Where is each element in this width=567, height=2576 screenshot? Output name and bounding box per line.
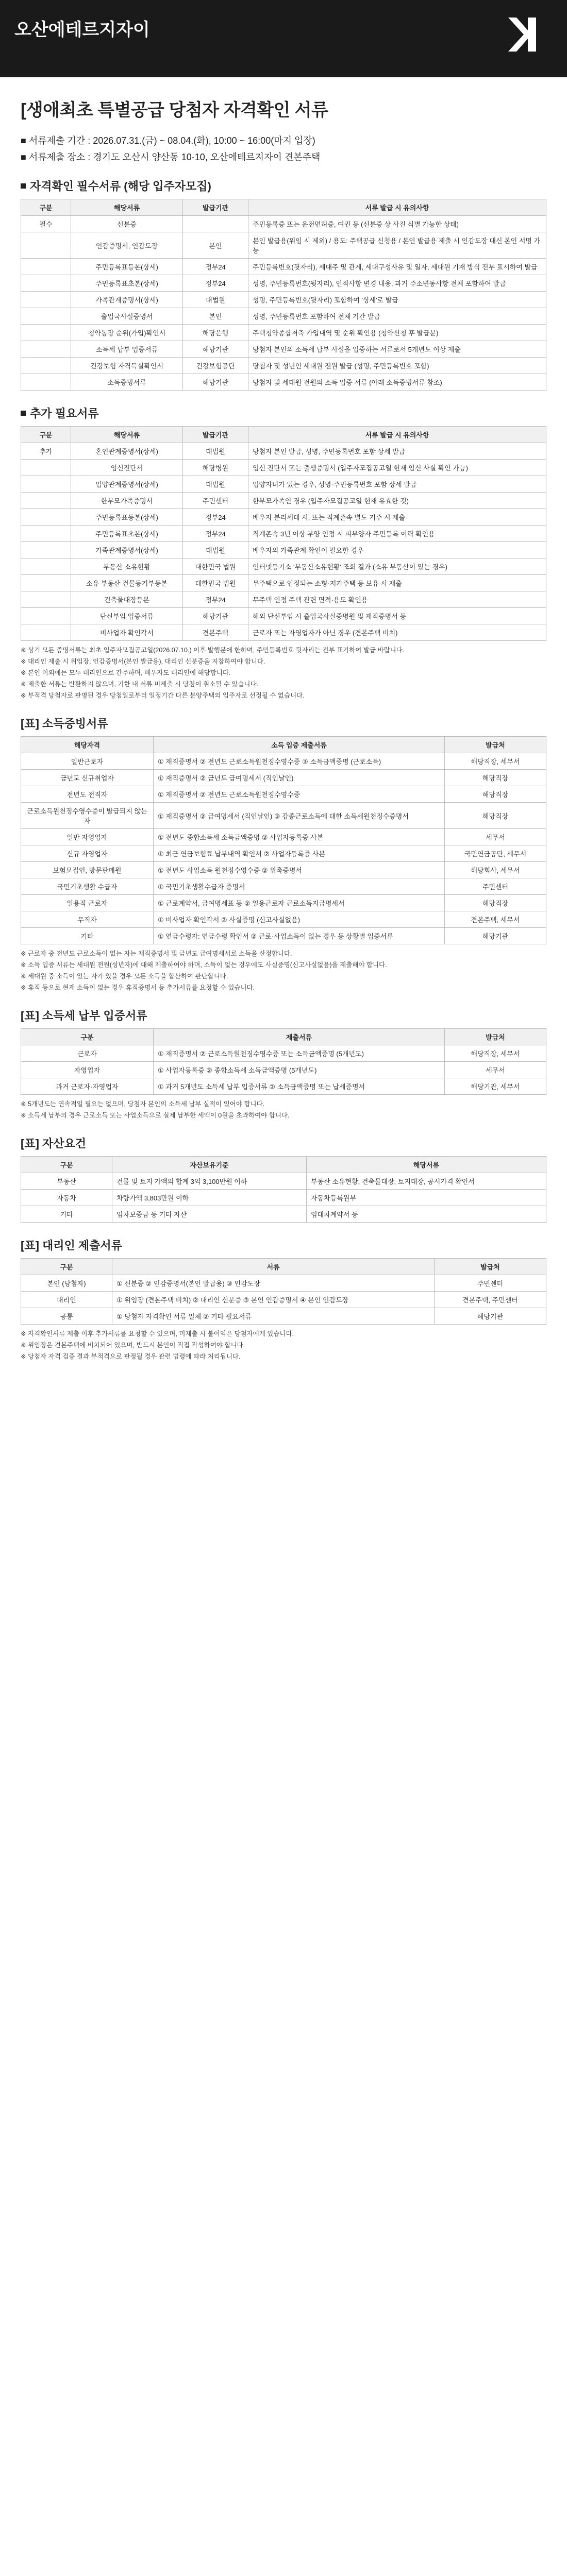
- table-row: [21, 292, 546, 308]
- table-cell: 견본주택, 세무서: [445, 911, 546, 928]
- table-cell: 한부모가족증명서: [71, 493, 183, 509]
- table-cell: 임신 진단서 또는 출생증명서 (입주자모집공고일 현재 임신 사실 확인 가능): [248, 460, 546, 476]
- table-cell: 주민센터: [183, 493, 248, 509]
- table-cell: [21, 341, 71, 358]
- table-cell: 주민등록표초본(상세): [71, 275, 183, 292]
- table-cell: [21, 308, 71, 325]
- table-cell: 당첨자 및 세대원 전원의 소득 입증 서류 (아래 소득증빙서류 참조): [248, 374, 546, 391]
- table-cell: 근로자: [21, 1045, 154, 1062]
- table-cell: [21, 275, 71, 292]
- table-cell: 세무서: [445, 829, 546, 845]
- table-cell: 본인 발급용(위임 시 제외) / 용도: 주택공급 신청용 / 본인 발급용 제출 시 인감도장 대신 본인 서명 가능: [248, 232, 546, 259]
- submission-place: ■ 서류제출 장소 : 경기도 오산시 양산동 10-10, 오산에테르지자이 견본주택: [21, 152, 321, 162]
- table-row: [21, 232, 546, 259]
- table-cell: 가족관계증명서(상세): [71, 542, 183, 558]
- notes-block-b: [21, 948, 546, 993]
- table-row: [21, 216, 546, 232]
- table-row: [21, 1206, 546, 1223]
- table-cell: ① 비사업자 확인각서 ② 사실증명 (신고사실없음): [154, 911, 445, 928]
- table-cell: 기타: [21, 928, 154, 944]
- table-cell: 대법원: [183, 476, 248, 493]
- table-cell: 단신부임 입증서류: [71, 608, 183, 624]
- table-cell: 근로자 또는 자영업자가 아닌 경우 (견본주택 비치): [248, 624, 546, 641]
- table-cell: [21, 325, 71, 341]
- note-line: ※ 부적격 당첨자로 판명된 경우 당첨일로부터 일정기간 다른 분양주택의 입주자로 선정될 수 없습니다.: [21, 692, 305, 699]
- table-cell: [21, 460, 71, 476]
- table-cell: 성명, 주민등록번호(뒷자리), 인적사항 변경 내용, 과거 주소변동사항 전체 포함하여 발급: [248, 275, 546, 292]
- square-bullet-icon: [21, 411, 26, 416]
- note-line: ※ 대리인 제출 시 위임장, 인감증명서(본인 발급용), 대리인 신분증을 지참하여야 합니다.: [21, 658, 265, 665]
- table-cell: 금년도 신규취업자: [21, 770, 154, 786]
- table-cell: 배우자의 가족관계 확인이 필요한 경우: [248, 542, 546, 558]
- table-row: [21, 829, 546, 845]
- table-cell: 자영업자: [21, 1062, 154, 1078]
- table-cell: [21, 526, 71, 542]
- square-bullet-icon: [21, 183, 26, 189]
- table-cell: 주택청약종합저축 가입내역 및 순위 확인용 (청약신청 후 발급분): [248, 325, 546, 341]
- section-income-docs-title: [표] 소득증빙서류: [21, 717, 108, 730]
- table-row: [21, 803, 546, 829]
- table-row: [21, 753, 546, 770]
- note-line: ※ 자격확인서류 제출 이후 추가서류를 요청할 수 있으며, 미제출 시 불이익은 당첨자에게 있습니다.: [21, 1330, 294, 1337]
- table-cell: 세무서: [445, 1062, 546, 1078]
- table-cell: 전년도 전직자: [21, 786, 154, 803]
- table-cell: 당첨자 본인 발급, 성명, 주민등록번호 포함 상세 발급: [248, 443, 546, 460]
- table-cell: 차량가액 3,803만원 이하: [112, 1190, 307, 1206]
- table-cell: 신분증: [71, 216, 183, 232]
- table-row: [21, 1078, 546, 1095]
- table-cell: 인터넷등기소 '부동산소유현황' 조회 결과 (소유 부동산이 있는 경우): [248, 558, 546, 575]
- table-cell: 자동차: [21, 1190, 112, 1206]
- table-cell: 본인 (당첨자): [21, 1275, 112, 1292]
- table-cell: 당첨자 및 성년인 세대원 전원 발급 (성명, 주민등록번호 포함): [248, 358, 546, 374]
- asset-table: 구분 자산보유기준 해당서류 부동산 건물 및 토지 가액의 합계 3억 3,100만원 이하 부동산 소유현황, 건축물대장, 토지대장, 공시가격 확인서 자동차 차량가액 3,803만원 이하 자동차등록원부 기타 임차보증금 등 기타 자산 임대차계약서 등: [21, 1156, 546, 1223]
- table-cell: 소득증빙서류: [71, 374, 183, 391]
- table-row: [21, 476, 546, 493]
- table-cell: 정부24: [183, 509, 248, 526]
- table-row: [21, 341, 546, 358]
- table-cell: 과거 근로자·자영업자: [21, 1078, 154, 1095]
- table-cell: 정부24: [183, 526, 248, 542]
- table-row: [21, 786, 546, 803]
- table-cell: 대법원: [183, 292, 248, 308]
- proxy-table: 구분 서류 발급처 본인 (당첨자) ① 신분증 ② 인감증명서(본인 발급용) ③ 인감도장 주민센터 대리인 ① 위임장 (견본주택 비치) ② 대리인 신분증 ③ 본인 인감증명서 ④ 본인 인감도장 견본주택, 주민센터 공통 ① 당첨자 자격확인 서류 일체 ② 기타 필요서류 해당기관: [21, 1258, 546, 1325]
- section-required-docs-title: 자격확인 필수서류 (해당 입주자모집): [21, 178, 546, 194]
- table-cell: 해당기관: [445, 928, 546, 944]
- note-line: ※ 소득세 납부의 경우 근로소득 또는 사업소득으로 실제 납부한 세액이 0원을 초과하여야 합니다.: [21, 1112, 290, 1119]
- table-cell: 본인: [183, 308, 248, 325]
- table-row: [21, 374, 546, 391]
- note-line: ※ 세대원 중 소득이 있는 자가 있을 경우 모든 소득을 합산하여 판단합니다.: [21, 973, 228, 980]
- table-cell: 해당직장: [445, 803, 546, 829]
- table-row: [21, 1045, 546, 1062]
- section-tax-docs-title: [표] 소득세 납부 입증서류: [21, 1009, 147, 1022]
- table-cell: 임대차계약서 등: [307, 1206, 546, 1223]
- table-cell: 해당기관: [183, 374, 248, 391]
- table-cell: ① 재직증명서 ② 근로소득원천징수영수증 또는 소득금액증명 (5개년도): [154, 1045, 445, 1062]
- table-row: [21, 1190, 546, 1206]
- table-row: [21, 591, 546, 608]
- required-docs-table: 구분 해당서류 발급기관 서류 발급 시 유의사항 필수 신분증 주민등록증 또는 운전면허증, 여권 등 (신분증 상 사진 식별 가능한 상태) 인감증명서, 인감도장 본인 본인 발급용(위임 시 제외) / 용도: 주택공급 신청용 / 본인 발급용 제출 시 인감도장 대신 본인 서명 가능 주민등록표등본(상세) 정부24 주민등록번호(뒷자리), 세대주 및 관계, 세대구성사유 및 일자, 세대원 기재 방식 전부 표시하여 발급 주민등록표초본(상세) 정부24 성명, 주민등록번호(뒷자리), 인적사항 변경 내용, 과거 주소변동사항 전체 포함하여 발급 가족관계증명서(상세) 대법원 성명, 주민등록번호(뒷자리) 포함하여 '상세'로 발급 출입국사실증명서 본인 성명, 주민등록번호 포함하여 전체 기간 발급 청약통장 순위(가입)확인서 해당은행 주택청약종합저축 가입내역 및 순위 확인용 (청약신청 후 발급분) 소득세 납부 입증서류 해당기관 당첨자 본인의 소득세 납부 사실을 입증하는 서류로서 5개년도 이상 제출 건강보험 자격득실확인서 건강보험공단 당첨자 및 성년인 세대원 전원 발급 (성명, 주민등록번호 포함) 소득증빙서류 해당기관 당첨자 및 세대원 전원의 소득 입증 서류 (아래 소득증빙서류 참조): [21, 199, 546, 391]
- tax-docs-table: 구분 제출서류 발급처 근로자 ① 재직증명서 ② 근로소득원천징수영수증 또는 소득금액증명 (5개년도) 해당직장, 세무서 자영업자 ① 사업자등록증 ② 종합소득세 소득금액증명 (5개년도) 세무서 과거 근로자·자영업자 ① 과거 5개년도 소득세 납부 입증서류 ② 소득금액증명 또는 납세증명서 해당기관, 세무서: [21, 1028, 546, 1095]
- table-cell: 주민센터: [435, 1275, 546, 1292]
- table-cell: 국민연금공단, 세무서: [445, 845, 546, 862]
- table-cell: 대법원: [183, 443, 248, 460]
- table-cell: 소유 부동산 건물등기부등본: [71, 575, 183, 591]
- table-row: [21, 770, 546, 786]
- table-cell: 해당은행: [183, 325, 248, 341]
- table-cell: ① 재직증명서 ② 금년도 급여명세서 (직인날인): [154, 770, 445, 786]
- section-additional-docs-title: 추가 필요서류: [21, 405, 546, 421]
- note-line: ※ 당첨자 자격 검증 결과 부적격으로 판정될 경우 관련 법령에 따라 처리됩니다.: [21, 1353, 241, 1360]
- table-cell: 입양관계증명서(상세): [71, 476, 183, 493]
- table-cell: 무직자: [21, 911, 154, 928]
- table-cell: 정부24: [183, 259, 248, 275]
- table-row: [21, 608, 546, 624]
- table-cell: 인감증명서, 인감도장: [71, 232, 183, 259]
- table-cell: ① 당첨자 자격확인 서류 일체 ② 기타 필요서류: [112, 1308, 435, 1325]
- section-proxy-title: [표] 대리인 제출서류: [21, 1239, 122, 1252]
- table-cell: ① 재직증명서 ② 급여명세서 (직인날인) ③ 갑종근로소득에 대한 소득세원천징수증명서: [154, 803, 445, 829]
- table-cell: [21, 232, 71, 259]
- table-row: [21, 558, 546, 575]
- table-cell: [21, 476, 71, 493]
- table-cell: 근로소득원천징수영수증이 발급되지 않는 자: [21, 803, 154, 829]
- note-line: ※ 본인 이외에는 모두 대리인으로 간주하며, 배우자도 대리인에 해당합니다.: [21, 669, 231, 676]
- table-row: [21, 624, 546, 641]
- table-cell: ① 전년도 사업소득 원천징수영수증 ② 위촉증명서: [154, 862, 445, 878]
- table-cell: [21, 558, 71, 575]
- note-line: ※ 5개년도는 연속적일 필요는 없으며, 당첨자 본인의 소득세 납부 실적이 있어야 합니다.: [21, 1100, 265, 1108]
- table-cell: ① 사업자등록증 ② 종합소득세 소득금액증명 (5개년도): [154, 1062, 445, 1078]
- table-cell: ① 연금수령자: 연금수령 확인서 ② 근로·사업소득이 없는 경우 등 상황별 입증서류: [154, 928, 445, 944]
- table-cell: 소득세 납부 입증서류: [71, 341, 183, 358]
- document-body: [0, 77, 567, 1362]
- notes-block-d: [21, 1329, 546, 1362]
- table-cell: 대한민국 법원: [183, 558, 248, 575]
- table-cell: 해당기관: [183, 341, 248, 358]
- table-row: [21, 325, 546, 341]
- table-cell: 견본주택, 주민센터: [435, 1292, 546, 1308]
- table-cell: ① 과거 5개년도 소득세 납부 입증서류 ② 소득금액증명 또는 납세증명서: [154, 1078, 445, 1095]
- table-row: [21, 460, 546, 476]
- table-cell: 정부24: [183, 275, 248, 292]
- table-cell: 건물 및 토지 가액의 합계 3억 3,100만원 이하: [112, 1173, 307, 1190]
- table-cell: 일반 자영업자: [21, 829, 154, 845]
- table-cell: ① 재직증명서 ② 전년도 근로소득원천징수영수증 ③ 소득금액증명 (근로소득): [154, 753, 445, 770]
- table-cell: 직계존속 3년 이상 부양 인정 시 피부양자 주민등록 이력 확인용: [248, 526, 546, 542]
- table-row: [21, 1292, 546, 1308]
- table-cell: 해당직장: [445, 786, 546, 803]
- note-line: ※ 소득 입증 서류는 세대원 전원(성년자)에 대해 제출하여야 하며, 소득이 없는 경우에도 사실증명(신고사실없음)을 제출해야 합니다.: [21, 961, 387, 969]
- table-cell: [21, 624, 71, 641]
- table-row: [21, 1308, 546, 1325]
- table-cell: 신규 자영업자: [21, 845, 154, 862]
- table-cell: 일용직 근로자: [21, 895, 154, 911]
- xi-logo-icon: [502, 11, 548, 58]
- table-cell: 당첨자 본인의 소득세 납부 사실을 입증하는 서류로서 5개년도 이상 제출: [248, 341, 546, 358]
- table-cell: [21, 608, 71, 624]
- table-row: [21, 358, 546, 374]
- table-row: [21, 1062, 546, 1078]
- table-cell: [21, 358, 71, 374]
- table-row: [21, 911, 546, 928]
- table-cell: ① 최근 연금보험료 납부내역 확인서 ② 사업자등록증 사본: [154, 845, 445, 862]
- table-cell: 해외 단신부임 시 출입국사실증명원 및 재직증명서 등: [248, 608, 546, 624]
- table-row: [21, 895, 546, 911]
- table-cell: 국민기초생활 수급자: [21, 878, 154, 895]
- table-cell: 대법원: [183, 542, 248, 558]
- table-cell: 견본주택: [183, 624, 248, 641]
- site-header: [0, 0, 567, 77]
- table-cell: 성명, 주민등록번호 포함하여 전체 기간 발급: [248, 308, 546, 325]
- table-cell: 건강보험 자격득실확인서: [71, 358, 183, 374]
- table-row: [21, 275, 546, 292]
- table-row: [21, 575, 546, 591]
- table-cell: ① 근로계약서, 급여명세표 등 ② 일용근로자 근로소득지급명세서: [154, 895, 445, 911]
- table-cell: 부동산: [21, 1173, 112, 1190]
- table-cell: 대리인: [21, 1292, 112, 1308]
- table-cell: 부동산 소유현황: [71, 558, 183, 575]
- table-cell: 일반근로자: [21, 753, 154, 770]
- table-cell: ① 국민기초생활수급자 증명서: [154, 878, 445, 895]
- table-cell: [21, 509, 71, 526]
- note-line: ※ 휴직 등으로 현재 소득이 없는 경우 휴직증명서 등 추가서류를 요청할 수 있습니다.: [21, 984, 255, 991]
- table-cell: 주민등록표등본(상세): [71, 259, 183, 275]
- table-cell: [21, 259, 71, 275]
- table-cell: 해당병원: [183, 460, 248, 476]
- table-row: [21, 509, 546, 526]
- table-cell: 건강보험공단: [183, 358, 248, 374]
- table-cell: ① 전년도 종합소득세 소득금액증명 ② 사업자등록증 사본: [154, 829, 445, 845]
- table-cell: 해당기관, 세무서: [445, 1078, 546, 1095]
- table-cell: 해당직장, 세무서: [445, 1045, 546, 1062]
- table-cell: 기타: [21, 1206, 112, 1223]
- table-cell: 공통: [21, 1308, 112, 1325]
- table-row: [21, 928, 546, 944]
- table-cell: 본인: [183, 232, 248, 259]
- section-asset-title: [표] 자산요건: [21, 1137, 87, 1150]
- table-cell: 가족관계증명서(상세): [71, 292, 183, 308]
- table-row: [21, 845, 546, 862]
- table-row: [21, 526, 546, 542]
- notes-block-a: [21, 645, 546, 701]
- table-cell: 출입국사실증명서: [71, 308, 183, 325]
- table-cell: 해당기관: [183, 608, 248, 624]
- table-cell: 청약통장 순위(가입)확인서: [71, 325, 183, 341]
- table-cell: 비사업자 확인각서: [71, 624, 183, 641]
- table-cell: [21, 542, 71, 558]
- table-cell: ① 위임장 (견본주택 비치) ② 대리인 신분증 ③ 본인 인감증명서 ④ 본인 인감도장: [112, 1292, 435, 1308]
- page-title: [생애최초 특별공급 당첨자 자격확인 서류: [21, 100, 328, 120]
- table-cell: 주민센터: [445, 878, 546, 895]
- table-row: [21, 259, 546, 275]
- table-cell: 해당회사, 세무서: [445, 862, 546, 878]
- table-cell: 주민등록표등본(상세): [71, 509, 183, 526]
- income-docs-table: 해당자격 소득 입증 제출서류 발급처 일반근로자 ① 재직증명서 ② 전년도 근로소득원천징수영수증 ③ 소득금액증명 (근로소득) 해당직장, 세무서 금년도 신규취업자 ① 재직증명서 ② 금년도 급여명세서 (직인날인) 해당직장 전년도 전직자 ① 재직증명서 ② 전년도 근로소득원천징수영수증 해당직장 근로소득원천징수영수증이 발급되지 않는 자 ① 재직증명서 ② 급여명세서 (직인날인) ③ 갑종근로소득에 대한 소득세원천징수증명서 해당직장 일반 자영업자 ① 전년도 종합소득세 소득금액증명 ② 사업자등록증 사본 세무서 신규 자영업자 ① 최근 연금보험료 납부내역 확인서 ② 사업자등록증 사본 국민연금공단, 세무서 보험모집인, 방문판매원 ① 전년도 사업소득 원천징수영수증 ② 위촉증명서 해당회사, 세무서 국민기초생활 수급자 ① 국민기초생활수급자 증명서 주민센터 일용직 근로자 ① 근로계약서, 급여명세표 등 ② 일용근로자 근로소득지급명세서 해당직장 무직자 ① 비사업자 확인각서 ② 사실증명 (신고사실없음) 견본주택, 세무서 기타 ① 연금수령자: 연금수령 확인서 ② 근로·사업소득이 없는 경우 등 상황별 입증서류 해당기관: [21, 736, 546, 944]
- table-row: [21, 308, 546, 325]
- table-cell: 무주택으로 인정되는 소형·저가주택 등 보유 시 제출: [248, 575, 546, 591]
- table-cell: [21, 374, 71, 391]
- table-cell: 보험모집인, 방문판매원: [21, 862, 154, 878]
- table-cell: 해당직장: [445, 895, 546, 911]
- table-cell: [21, 591, 71, 608]
- note-line: ※ 제출한 서류는 반환하지 않으며, 기한 내 서류 미제출 시 당첨이 취소될 수 있습니다.: [21, 681, 259, 688]
- submission-period: ■ 서류제출 기간 : 2026.07.31.(금) ~ 08.04.(화), 10:00 ~ 16:00(마지 입장): [21, 135, 315, 146]
- table-cell: 성명, 주민등록번호(뒷자리) 포함하여 '상세'로 발급: [248, 292, 546, 308]
- additional-docs-table: 구분 해당서류 발급기관 서류 발급 시 유의사항 추가 혼인관계증명서(상세) 대법원 당첨자 본인 발급, 성명, 주민등록번호 포함 상세 발급 임신진단서 해당병원 임신 진단서 또는 출생증명서 (입주자모집공고일 현재 임신 사실 확인 가능) 입양관계증명서(상세) 대법원 입양자녀가 있는 경우, 성명·주민등록번호 포함 상세 발급 한부모가족증명서 주민센터 한부모가족인 경우 (입주자모집공고일 현재 유효한 것) 주민등록표등본(상세) 정부24 배우자 분리세대 시, 또는 직계존속 별도 거주 시 제출 주민등록표초본(상세) 정부24 직계존속 3년 이상 부양 인정 시 피부양자 주민등록 이력 확인용 가족관계증명서(상세) 대법원 배우자의 가족관계 확인이 필요한 경우 부동산 소유현황 대한민국 법원 인터넷등기소 '부동산소유현황' 조회 결과 (소유 부동산이 있는 경우) 소유 부동산 건물등기부등본 대한민국 법원 무주택으로 인정되는 소형·저가주택 등 보유 시 제출 건축물대장등본 정부24 무주택 인정 주택 관련 면적·용도 확인용 단신부임 입증서류 해당기관 해외 단신부임 시 출입국사실증명원 및 재직증명서 등 비사업자 확인각서 견본주택 근로자 또는 자영업자가 아닌 경우 (견본주택 비치): [21, 426, 546, 641]
- table-cell: [21, 292, 71, 308]
- notes-block-c: [21, 1099, 546, 1121]
- table-cell: 임신진단서: [71, 460, 183, 476]
- table-cell: 해당직장: [445, 770, 546, 786]
- table-row: [21, 443, 546, 460]
- table-cell: ① 신분증 ② 인감증명서(본인 발급용) ③ 인감도장: [112, 1275, 435, 1292]
- table-row: [21, 878, 546, 895]
- note-line: ※ 위임장은 견본주택에 비치되어 있으며, 반드시 본인이 직접 작성하여야 합니다.: [21, 1342, 245, 1349]
- table-cell: 주민등록증 또는 운전면허증, 여권 등 (신분증 상 사진 식별 가능한 상태): [248, 216, 546, 232]
- table-row: [21, 1173, 546, 1190]
- note-line: ※ 상기 모든 증명서류는 최초 입주자모집공고일(2026.07.10.) 이후 발행분에 한하며, 주민등록번호 뒷자리는 전부 표기하여 발급 바랍니다.: [21, 647, 405, 654]
- table-cell: [183, 216, 248, 232]
- table-cell: 해당기관: [435, 1308, 546, 1325]
- table-row: [21, 493, 546, 509]
- table-row: [21, 1275, 546, 1292]
- table-cell: 입양자녀가 있는 경우, 성명·주민등록번호 포함 상세 발급: [248, 476, 546, 493]
- table-row: [21, 862, 546, 878]
- table-cell: 주민등록표초본(상세): [71, 526, 183, 542]
- table-row: [21, 542, 546, 558]
- table-cell: 대한민국 법원: [183, 575, 248, 591]
- table-cell: 자동차등록원부: [307, 1190, 546, 1206]
- table-cell: 혼인관계증명서(상세): [71, 443, 183, 460]
- table-cell: 부동산 소유현황, 건축물대장, 토지대장, 공시가격 확인서: [307, 1173, 546, 1190]
- table-cell: 무주택 인정 주택 관련 면적·용도 확인용: [248, 591, 546, 608]
- table-cell: 주민등록번호(뒷자리), 세대주 및 관계, 세대구성사유 및 일자, 세대원 기재 방식 전부 표시하여 발급: [248, 259, 546, 275]
- note-line: ※ 근로자 중 전년도 근로소득이 없는 자는 재직증명서 및 금년도 급여명세서로 소득을 산정합니다.: [21, 950, 292, 957]
- site-name: 오산에테르지자이: [14, 20, 150, 40]
- table-cell: 배우자 분리세대 시, 또는 직계존속 별도 거주 시 제출: [248, 509, 546, 526]
- table-cell: ① 재직증명서 ② 전년도 근로소득원천징수영수증: [154, 786, 445, 803]
- table-cell: [21, 493, 71, 509]
- table-cell: 해당직장, 세무서: [445, 753, 546, 770]
- table-cell: 한부모가족인 경우 (입주자모집공고일 현재 유효한 것): [248, 493, 546, 509]
- table-cell: 건축물대장등본: [71, 591, 183, 608]
- table-cell: [21, 575, 71, 591]
- table-cell: 추가: [21, 443, 71, 460]
- table-cell: 정부24: [183, 591, 248, 608]
- table-cell: 임차보증금 등 기타 자산: [112, 1206, 307, 1223]
- table-cell: 필수: [21, 216, 71, 232]
